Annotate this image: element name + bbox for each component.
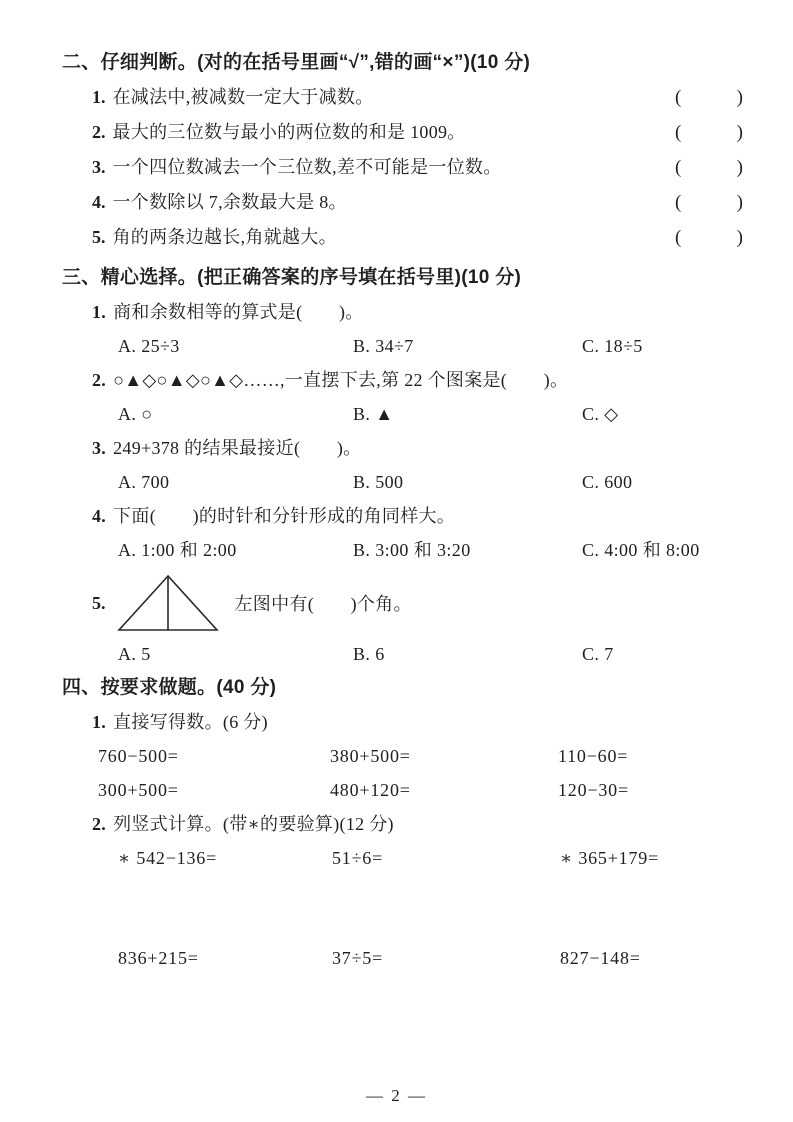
choice-q4-options — [62, 533, 743, 567]
question-number: 4. — [92, 506, 107, 526]
option-c: C. 4:00 和 8:00 — [582, 540, 700, 560]
expression: 827−148= — [560, 948, 641, 968]
judge-item-2 — [62, 115, 743, 150]
question-text: 在减法中,被减数一定大于减数。 — [112, 87, 374, 107]
option-b: B. 500 — [353, 472, 404, 492]
judge-item-5 — [62, 220, 743, 255]
paren-close: ) — [736, 157, 743, 178]
expression: 836+215= — [118, 948, 199, 968]
choice-q5-options — [62, 637, 743, 671]
question-text: ○▲◇○▲◇○▲◇……,一直摆下去,第 22 个图案是( )。 — [113, 370, 569, 390]
question-number: 1. — [92, 302, 107, 322]
question-number: 3. — [92, 157, 106, 177]
expression: 380+500= — [330, 746, 411, 766]
question-number: 3. — [92, 438, 107, 458]
paren-open: ( — [675, 227, 682, 248]
option-a: A. 5 — [118, 644, 151, 664]
expression: 51÷6= — [332, 848, 384, 868]
subtask-title-text: 直接写得数。(6 分) — [113, 712, 268, 732]
option-a: A. 25÷3 — [118, 336, 180, 356]
judge-item-1 — [62, 80, 743, 115]
question-text: 249+378 的结果最接近( )。 — [113, 438, 362, 458]
tasks-item2-title — [62, 807, 743, 841]
question-number: 1. — [92, 87, 106, 107]
question-number: 5. — [92, 593, 106, 613]
question-text: 角的两条边越长,角就越大。 — [112, 227, 337, 247]
mental-math-row-2 — [62, 773, 743, 807]
choice-q1-stem — [62, 295, 743, 329]
mental-math-row-1 — [62, 739, 743, 773]
option-c: C. 600 — [582, 472, 633, 492]
expression: 120−30= — [558, 780, 629, 800]
option-b: B. 6 — [353, 644, 385, 664]
choice-q3-options — [62, 465, 743, 499]
option-a: A. 1:00 和 2:00 — [118, 540, 237, 560]
tasks-item1-title — [62, 705, 743, 739]
expression: 37÷5= — [332, 948, 384, 968]
option-a: A. 700 — [118, 472, 170, 492]
paren-close: ) — [736, 227, 743, 248]
paren-open: ( — [675, 122, 682, 143]
option-c: C. ◇ — [582, 404, 619, 424]
answer-parentheses — [675, 185, 743, 220]
option-c: C. 7 — [582, 644, 614, 664]
page-number: — 2 — — [366, 1086, 427, 1105]
question-number: 2. — [92, 122, 106, 142]
question-number: 2. — [92, 814, 107, 834]
expression: ∗ 365+179= — [560, 848, 660, 868]
expression: 110−60= — [558, 746, 629, 766]
choice-q1-options — [62, 329, 743, 363]
option-b: B. 3:00 和 3:20 — [353, 540, 471, 560]
expression: 300+500= — [98, 780, 179, 800]
choice-q5-stem — [62, 569, 743, 637]
question-text: 下面( )的时针和分针形成的角同样大。 — [113, 506, 456, 526]
choice-q2-stem — [62, 363, 743, 397]
column-calc-row-2 — [62, 941, 743, 975]
section-judge-title: 二、仔细判断。(对的在括号里画“√”,错的画“×”)(10 分) — [62, 52, 531, 73]
paren-close: ) — [736, 192, 743, 213]
section-tasks-title: 四、按要求做题。(40 分) — [62, 677, 277, 698]
paren-close: ) — [736, 122, 743, 143]
paren-open: ( — [675, 157, 682, 178]
answer-parentheses — [675, 115, 743, 150]
question-text: 左图中有( )个角。 — [234, 594, 412, 614]
question-number: 2. — [92, 370, 107, 390]
subtask-title-text: 列竖式计算。(带∗的要验算)(12 分) — [113, 814, 394, 834]
question-number: 4. — [92, 192, 106, 212]
answer-parentheses — [675, 150, 743, 185]
question-text: 商和余数相等的算式是( )。 — [113, 302, 364, 322]
answer-parentheses — [675, 220, 743, 255]
choice-q3-stem — [62, 431, 743, 465]
working-space — [62, 875, 743, 941]
judge-item-3 — [62, 150, 743, 185]
triangle-figure — [115, 573, 221, 633]
paren-open: ( — [675, 192, 682, 213]
option-c: C. 18÷5 — [582, 336, 643, 356]
judge-item-4 — [62, 185, 743, 220]
option-b: B. 34÷7 — [353, 336, 414, 356]
expression: ∗ 542−136= — [118, 848, 218, 868]
column-calc-row-1 — [62, 841, 743, 875]
question-number: 5. — [92, 227, 106, 247]
option-b: B. ▲ — [353, 404, 394, 424]
question-text: 一个数除以 7,余数最大是 8。 — [112, 192, 347, 212]
expression: 760−500= — [98, 746, 179, 766]
choice-q4-stem — [62, 499, 743, 533]
answer-parentheses — [675, 80, 743, 115]
section-choice-title: 三、精心选择。(把正确答案的序号填在括号里)(10 分) — [62, 267, 522, 288]
question-text: 一个四位数减去一个三位数,差不可能是一位数。 — [112, 157, 502, 177]
choice-q2-options — [62, 397, 743, 431]
question-text: 最大的三位数与最小的两位数的和是 1009。 — [112, 122, 466, 142]
paren-open: ( — [675, 87, 682, 108]
expression: 480+120= — [330, 780, 411, 800]
question-number: 1. — [92, 712, 107, 732]
paren-close: ) — [736, 87, 743, 108]
option-a: A. ○ — [118, 404, 153, 424]
